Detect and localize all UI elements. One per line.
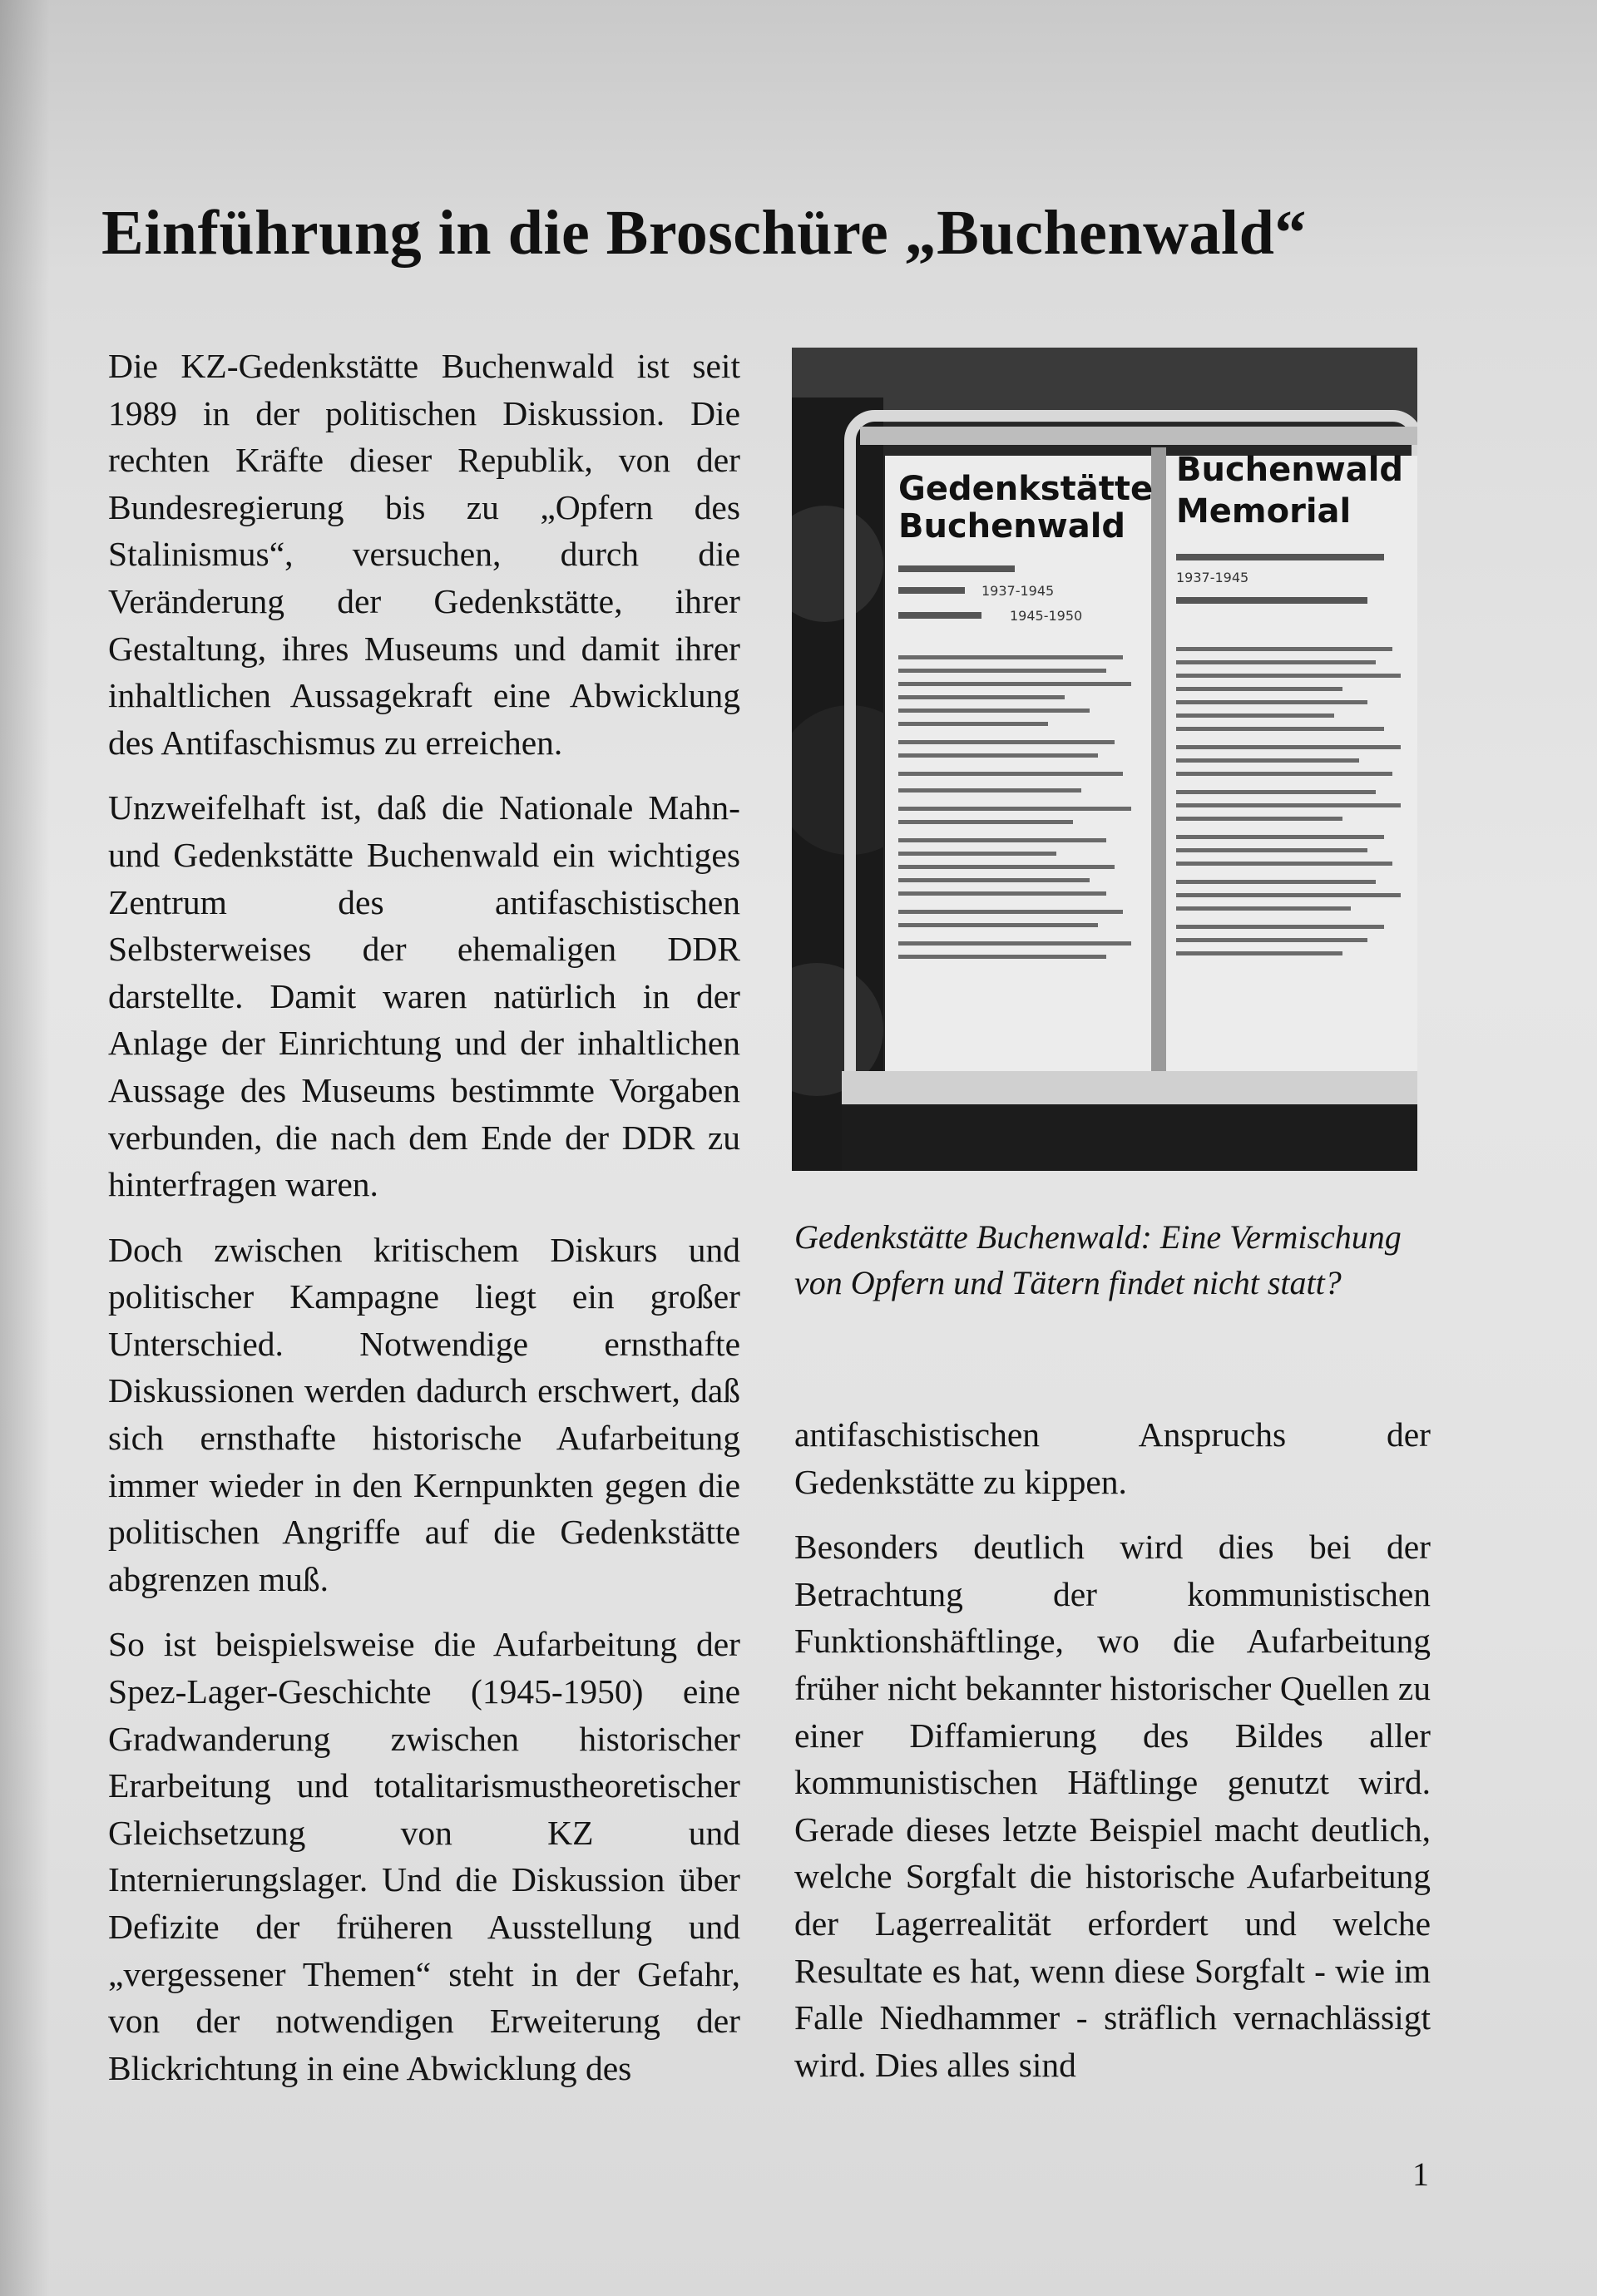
paragraph: Unzweifelhaft ist, daß die Nationale Mahn- und Gedenkstätte Buchenwald ein wichtiges Zentrum des antifaschistischen Selbsterweises der ehemaligen DDR darstellte. Damit waren natürlich in der Anlage der Einrichtung und der inhaltlichen Aussage des Museums bestimmte Vorgaben verbunden, die nach dem Ende der DDR zu hinterfragen waren. [108, 788, 740, 1204]
photo-illustration [792, 348, 1417, 1171]
sign-right-dates: 1937-1945 [1176, 570, 1249, 585]
page-title: Einführung in die Broschüre „Buchenwald“ [101, 198, 1307, 268]
right-column [794, 1411, 1431, 2106]
paragraph: Die KZ-Gedenkstätte Buchenwald ist seit 1989 in der politischen Diskussion. Die rechten Kräfte dieser Republik, von der Bundesregierung bis zu „Opfern des Stalinismus“, versuchen, durch die Veränderung der Gedenkstätte, ihrer Gestaltung, ihres Museums und damit ihrer inhaltlichen Aussagekraft eine Abwicklung des Antifaschismus zu erreichen. [108, 347, 740, 762]
sign-left-dates-2: 1945-1950 [1010, 608, 1083, 624]
sign-left-dates: 1937-1945 [981, 583, 1055, 599]
sign-left-title-2: Buchenwald [898, 507, 1126, 546]
photo-caption: Gedenkstätte Buchenwald: Eine Vermischung von Opfern und Tätern findet nicht statt? [794, 1218, 1402, 1301]
paragraph: So ist beispielsweise die Aufarbeitung der Spez-Lager-Geschichte (1945-1950) eine Gradwanderung zwischen historischer Erarbeitung und totalitarismustheoretischer Gleichsetzung von KZ und Internierungslager. Und die Diskussion über Defizite der früheren Ausstellung und „vergessener Themen“ steht in der Gefahr, von der notwendigen Erweiterung der Blickrichtung in eine Abwicklung des [108, 1625, 740, 2087]
sign-left-title-1: Gedenkstätte [898, 470, 1154, 508]
sign-right-title-2: Memorial [1176, 492, 1352, 531]
paragraph: Doch zwischen kritischem Diskurs und politischer Kampagne liegt ein großer Unterschied. Notwendige ernsthafte Diskussionen werden dadurch erschwert, daß sich ernsthafte historische Aufarbeitung immer wieder in den Kernpunkten gegen die politischen Angriffe auf die Gedenkstätte abgrenzen muß. [108, 1230, 740, 1598]
page-shadow [0, 0, 50, 2296]
paragraph: Besonders deutlich wird dies bei der Betrachtung der kommunistischen Funktionshäftlinge, wo die Aufarbeitung früher nicht bekannter historischer Quellen zu einer Diffamierung des Bildes aller kommunistischen Häftlinge genutzt wird. Gerade dieses letzte Beispiel macht deutlich, welche Sorgfalt die historische Aufarbeitung der Lagerrealität erfordert und welche Resultate es hat, wenn diese Sorgfalt - wie im Falle Niedhammer - sträflich vernachlässigt wird. Dies alles sind [794, 1528, 1431, 2084]
memorial-sign-photo [792, 348, 1417, 1171]
page-number: 1 [1412, 2155, 1429, 2193]
paragraph: antifaschistischen Anspruchs der Gedenkstätte zu kippen. [794, 1415, 1431, 1501]
left-column [108, 343, 740, 2110]
sign-right-title-1: Buchenwald [1176, 451, 1404, 489]
